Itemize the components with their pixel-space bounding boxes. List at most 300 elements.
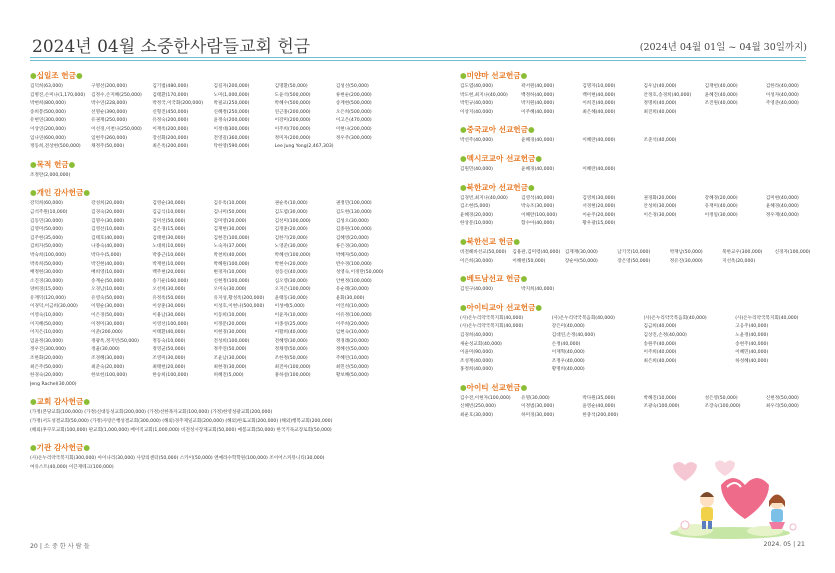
page-title: 2024년 04월 소중한사람들교회 헌금	[32, 37, 311, 57]
donor-entry: 이혜란(40,000)	[582, 166, 616, 172]
donor-entry: 장순아(50,000)	[564, 258, 598, 264]
donor-entry: 윤혜진(40,000)	[704, 92, 738, 98]
donor-entry: 김영선(10,000)	[91, 227, 125, 233]
donor-entry: 나종숙(40,000)	[91, 244, 125, 250]
donor-entry: 정주연(50,000)	[213, 347, 247, 353]
donor-entry: 이지혜(50,000)	[30, 321, 63, 327]
donor-entry: 김원민(40,000)	[460, 166, 493, 172]
donor-entry: 정율(30,000)	[91, 347, 120, 353]
donor-entry: 정동숙(10,000)	[152, 338, 186, 344]
donor-entry: 한충석(200,000)	[582, 413, 619, 419]
donor-entry: 강덕희(60,000)	[30, 201, 63, 207]
donor-entry: 김현진(100,000)	[213, 235, 250, 241]
donor-entry: 이고은(470,000)	[335, 118, 372, 124]
donor-entry: 강성희(20,000)	[91, 201, 125, 207]
donor-entry: 권정민(100,000)	[335, 201, 372, 207]
donor-entry: 이정미(30,000)	[91, 321, 125, 327]
donor-entry: 윤정숙(200,000)	[213, 118, 250, 124]
donor-entry: 김한라(40,000)	[765, 84, 799, 89]
donor-entry: 신현정(50,000)	[765, 395, 799, 401]
footer-left-page-number: 20 | 소 중 한 사 람 들	[30, 543, 90, 550]
donor-entry: 성은영(50,000)	[704, 395, 738, 401]
donor-entry: 장선화(200,000)	[152, 135, 189, 141]
donor-entry: 이주희(20,000)	[335, 321, 369, 327]
donor-entry: 유정숙(200,000)	[152, 118, 189, 124]
donor-entry: 김성선(50,000)	[335, 84, 369, 89]
header-rule	[30, 57, 806, 58]
donor-entry: 임현주(260,000)	[91, 135, 128, 141]
donor-entry: 김연구(40,000)	[460, 287, 493, 293]
donor-entry: 전성희(100,000)	[213, 338, 250, 344]
donor-entry: 조영미(30,000)	[152, 356, 186, 362]
donor-entry: 김미선(50,000)	[152, 218, 186, 224]
donor-entry: 홍정희(40,000)	[460, 367, 493, 373]
donor-entry: 조경혜(30,000)	[91, 356, 125, 362]
donor-entry: 류은경(30,000)	[335, 244, 369, 250]
donor-entry: 조정우(40,000)	[551, 358, 585, 364]
donor-entry: 심오영(30,000)	[274, 278, 308, 284]
offering-section	[460, 70, 825, 117]
section-heading	[460, 382, 825, 393]
donor-entry: 김태호(40,000)	[91, 235, 125, 241]
donor-entry: 김태환(170,000)	[152, 92, 189, 98]
donor-entry: 이준(200,000)	[91, 330, 123, 336]
donor-entry: 이윤자(10,000)	[274, 313, 308, 319]
donor-entry: 허혜진(5,000)	[213, 373, 244, 379]
donor-entry: (사)온누리약국복지회(40,000)	[460, 315, 524, 321]
donor-entry: 김명자(10,000)	[582, 84, 616, 89]
donor-entry: 이희진(40,000)	[582, 101, 616, 107]
donor-entry: 이정일(30,000)	[704, 212, 738, 218]
donor-line: (해외)후쿠모교회(100,000) 판교회(1,000,000) 베이직교회(1,000,000) 비전성시장제교회(50,000) 예봄교회(50,000) 한국기독교장로회(50,000)	[30, 427, 332, 433]
donor-entry: 김경빈,최지나(40,000)	[460, 195, 508, 201]
heading-bullet-icon: ●	[75, 71, 83, 80]
donor-entry: 노미(1,000,000)	[213, 92, 250, 98]
donor-entry: 최진희(40,000)	[643, 109, 677, 115]
donor-entry: 김태헌(30,000)	[152, 235, 186, 241]
donor-lines	[30, 409, 395, 435]
donor-entry: 노숙자(37,000)	[213, 244, 247, 250]
heading-bullet-icon: ●	[520, 382, 528, 392]
donor-entry: 박필교(250,000)	[213, 101, 250, 107]
donor-entry: 정경례(20,000)	[335, 338, 369, 344]
donor-entry: 박민규(40,000)	[460, 101, 493, 107]
donor-entry: 박종근(10,000)	[152, 252, 186, 258]
donor-entry: 김종원(100,000)	[335, 227, 372, 233]
donor-entry: 김한기(20,000)	[274, 235, 308, 241]
donor-entry: 박옥희(50,000)	[30, 261, 63, 267]
donor-entry: 정동희,전상현(500,000)	[30, 144, 81, 150]
heading-bullet-icon: ●	[460, 153, 467, 163]
donor-entry: 이용남(30,000)	[152, 313, 186, 319]
donor-entry: 이은경(30,000)	[643, 212, 677, 218]
donor-entry: 김경숙(20,000)	[91, 209, 125, 215]
donor-entry: 이은희(30,000)	[460, 258, 493, 264]
donor-entry: 임윤정(30,000)	[30, 338, 63, 344]
donor-entry: 최민선(50,000)	[335, 364, 369, 370]
donor-entry: 이순주(20,000)	[582, 212, 616, 218]
donor-entry: 홍하설(100,000)	[274, 373, 311, 379]
donor-line: (가정)본당교회(100,000) (가정)신대동성교회(200,000) (가정)선한목자교회(100,000) (가정)한영성광교회(200,000)	[30, 410, 273, 416]
heading-bullet-icon: ●	[460, 274, 467, 284]
donor-entry: 송계현(500,000)	[335, 101, 372, 107]
donor-entry: 이주혜(40,000)	[521, 109, 555, 115]
donor-entry: 권경화(20,000)	[643, 195, 677, 201]
donor-entry: 한승희(100,000)	[152, 373, 189, 379]
donor-entry: 도윤석(500,000)	[274, 92, 311, 98]
heading-bullet-icon: ●	[513, 236, 520, 246]
donor-entry: 박혜원(100,000)	[213, 261, 250, 267]
heading-bullet-icon: ●	[83, 397, 90, 407]
donor-entry: 유정옥(50,000)	[152, 295, 186, 301]
donor-entry: 김성오(30,000)	[335, 218, 369, 224]
donor-entry: 조진원(40,000)	[704, 101, 738, 107]
donor-entry: (사)온누리약국복지회(40,000)	[735, 315, 799, 321]
donor-entry: 이현나(200,000)	[335, 126, 372, 132]
donor-entry: 이상훈(30,000)	[152, 304, 186, 310]
donor-entry: 양희경(15,000)	[30, 287, 63, 293]
donor-entry: 김길자(200,000)	[213, 84, 250, 89]
section-heading	[30, 187, 395, 198]
heading-bullet-icon: ●	[460, 382, 467, 392]
donor-entry: 박현희(800,000)	[30, 101, 66, 107]
donor-entry: 김도엽(40,000)	[460, 84, 493, 89]
donor-entry: 노영준(30,000)	[274, 244, 308, 250]
donor-entry: 이선경,이천나(250,000)	[91, 126, 142, 132]
donor-entry: 곽서원(40,000)	[521, 84, 555, 89]
donor-grid	[460, 315, 825, 375]
donor-entry: 고응주(40,000)	[735, 324, 769, 330]
donor-grid	[460, 166, 825, 175]
donor-entry: 박혜진(10,000)	[643, 395, 677, 401]
donor-entry: 성동신(40,000)	[274, 270, 308, 276]
donor-entry: 정유진(30,000)	[669, 258, 703, 264]
heading-bullet-icon: ●	[30, 443, 37, 453]
donor-entry: 백미현(40,000)	[582, 92, 616, 98]
donor-entry: 박혜자(50,000)	[335, 252, 369, 258]
donor-entry: 김도엽(30,000)	[274, 209, 308, 215]
offering-section	[30, 187, 395, 389]
heading-bullet-icon: ●	[535, 302, 542, 312]
donor-line: 여유스트(40,000) 이끈재테크(100,000)	[30, 464, 114, 470]
donor-entry: 김재헌(40,000)	[704, 84, 738, 89]
donor-entry: 정혜선(50,000)	[335, 347, 369, 353]
donor-entry: 김금희(40,000)	[643, 324, 677, 330]
donor-entry: 박선주(40,000)	[460, 138, 493, 144]
donor-entry: 김명환(50,000)	[274, 84, 308, 89]
donor-grid	[30, 172, 395, 181]
heading-bullet-icon: ●	[30, 397, 37, 407]
heading-bullet-icon: ●	[520, 274, 528, 284]
donor-entry: 이정범(30,000)	[521, 404, 555, 410]
donor-entry: 북한교우(300,000)	[722, 249, 763, 255]
section-heading	[460, 273, 825, 284]
donor-entry: 최은주(50,000)	[30, 364, 63, 370]
donor-entry: 전영길(360,000)	[213, 135, 250, 141]
donor-grid	[30, 83, 395, 152]
offering-section	[460, 302, 825, 375]
section-title: 북한선교 헌금	[466, 236, 514, 246]
heading-bullet-icon: ●	[83, 443, 90, 453]
donor-entry: 오은희(500,000)	[335, 109, 372, 115]
donor-entry: 최준숙(20,000)	[91, 364, 125, 370]
donor-entry: 김재재(30,000)	[564, 249, 598, 255]
donor-entry: 정우재(40,000)	[765, 212, 799, 218]
donor-entry: 이정문(20,000)	[213, 321, 247, 327]
donor-entry: 송현주(40,000)	[735, 341, 769, 347]
donor-entry: 김영석(40,000)	[521, 195, 555, 201]
donor-entry: 이성호,이현나(500,000)	[213, 304, 265, 310]
donor-entry: 유영숙(50,000)	[91, 295, 125, 301]
donor-entry: 이종성(25,000)	[274, 321, 308, 327]
donor-entry: 이지은(10,000)	[30, 330, 63, 336]
donor-entry: 박혜수(500,000)	[274, 101, 311, 107]
section-title: 중국교아 선교헌금	[466, 125, 528, 135]
donor-entry: 박지희(40,000)	[521, 287, 555, 293]
donor-entry: 김대연,손정(40,000)	[551, 332, 596, 338]
donor-entry: 조윤남(30,000)	[213, 356, 247, 362]
donor-entry: 안현정(100,000)	[335, 278, 372, 284]
donor-entry: 김명수(30,000)	[91, 218, 125, 224]
donor-entry: 선명순(390,000)	[91, 109, 128, 115]
donor-line: (가정)서도성결교회(50,000) (가정)사랑은행성결교회(300,000) (해외)경주제일교회(200,000) (해외)한또교회(200,000) (해외)행복교회(200,000)	[30, 419, 333, 424]
right-column	[460, 70, 825, 428]
donor-entry: 반수경(100,000)	[335, 261, 372, 267]
donor-entry: 김유옥(10,000)	[213, 201, 247, 207]
section-heading	[460, 153, 825, 164]
donor-entry: 윤태동(30,000)	[274, 295, 308, 301]
section-heading	[460, 70, 825, 81]
donor-entry: 한경숙(20,000)	[30, 373, 63, 379]
offering-section	[30, 159, 395, 181]
donor-grid	[30, 200, 395, 389]
donor-entry: 윤혜경(20,000)	[460, 212, 493, 218]
donor-entry: 탁한영(590,000)	[213, 144, 250, 150]
donor-entry: 박재남(50,000)	[669, 249, 703, 255]
donor-entry: 조한화(20,000)	[30, 356, 63, 362]
donor-entry: 김미현(40,000)	[765, 195, 799, 201]
section-heading	[30, 159, 395, 170]
donor-lines	[30, 455, 395, 472]
donor-entry: 유순례(30,000)	[335, 287, 369, 293]
donor-entry: 유권재(250,000)	[91, 118, 128, 124]
section-title: 아이티교아 선교헌금	[466, 302, 536, 312]
donor-grid	[460, 286, 825, 295]
donor-entry: 유재미(40,000)	[704, 204, 738, 210]
donor-entry: 오경남(10,000)	[91, 287, 125, 293]
donor-entry: 조정란(2,000,000)	[30, 172, 71, 178]
donor-entry: 비전헤바선교(50,000)	[460, 249, 507, 255]
donor-entry: 유재덕(120,000)	[30, 295, 66, 301]
section-title: 십일조 헌금	[36, 71, 76, 80]
donor-entry: 하미경(30,000)	[521, 413, 555, 419]
donor-entry: 새순성교회(40,000)	[460, 341, 502, 347]
heading-bullet-icon: ●	[68, 159, 76, 169]
section-title: 베트남선교 헌금	[466, 274, 521, 284]
donor-entry: 이정대(300,000)	[213, 126, 250, 132]
footer-right-page-number: 2024. 05 | 21	[763, 541, 805, 548]
donor-line: (사)온누리약국복지회(300,000) 아이나리(30,000) 사랑의센터(50,000) 스카이(50,000) 엔예라수학학원(100,000) 조이어스커뮤니티(30,000)	[30, 456, 325, 462]
donor-entry: 김상진,손정(40,000)	[643, 332, 687, 338]
offering-section	[460, 124, 825, 146]
donor-entry: 박지원(40,000)	[521, 101, 555, 107]
donor-entry: 최은옥(200,000)	[152, 144, 189, 150]
heading-bullet-icon: ●	[460, 125, 467, 135]
donor-entry: 최우리(50,000)	[765, 404, 799, 410]
donor-entry: 노윤정(40,000)	[735, 332, 769, 338]
donor-entry: 최은혜(40,000)	[582, 109, 616, 115]
donor-entry: 강혜경(20,000)	[704, 195, 738, 201]
heading-bullet-icon: ●	[460, 236, 467, 246]
donor-entry: 이유정(100,000)	[335, 313, 372, 319]
donor-entry: 김나미(50,000)	[213, 209, 247, 215]
donor-entry: 신형진(450,000)	[152, 109, 189, 115]
heading-bullet-icon: ●	[30, 71, 37, 80]
offering-section	[30, 396, 395, 435]
donor-entry: 이혜민(40,000)	[735, 350, 769, 356]
donor-entry: 배희영(10,000)	[91, 270, 125, 276]
donor-entry: 이현경(30,000)	[213, 330, 247, 336]
section-title: 기관 감사헌금	[36, 443, 84, 453]
donor-entry: 조한정(50,000)	[274, 356, 308, 362]
donor-entry: 이재혁(40,000)	[551, 350, 585, 356]
donor-entry: 김정수,손지혜(250,000)	[91, 92, 142, 98]
donor-entry: 김주현(35,000)	[30, 235, 63, 241]
donor-entry: Jeng Rachel(30,000)	[30, 381, 77, 387]
donor-entry: 최현경(30,000)	[213, 364, 247, 370]
heading-bullet-icon: ●	[460, 71, 467, 80]
donor-entry: 김소현(5,000)	[460, 204, 491, 210]
donor-entry: 김영희(30,000)	[582, 195, 616, 201]
donor-entry: 주혜린(10,000)	[335, 356, 369, 362]
donor-entry: 정영균(50,000)	[152, 347, 186, 353]
offering-section	[460, 182, 825, 229]
donor-entry: 신혜빈(250,000)	[460, 404, 496, 410]
donor-entry: 정명희(40,000)	[643, 101, 677, 107]
donor-entry: 박천희(40,000)	[213, 252, 247, 258]
donor-entry: 정미자(200,000)	[274, 135, 311, 141]
offering-section	[460, 273, 825, 295]
offering-section	[460, 236, 825, 266]
donor-entry: 황우광(15,000)	[582, 221, 616, 227]
donor-entry: 채정주(50,000)	[91, 144, 125, 150]
donor-entry: 김기범(480,000)	[152, 84, 189, 89]
donor-entry: 조성계(40,000)	[460, 358, 493, 364]
donor-entry: 오선희(30,000)	[152, 287, 186, 293]
donor-entry: 박수연(228,000)	[91, 101, 128, 107]
donor-entry: 류현순(200,000)	[335, 92, 372, 98]
donor-entry: 정우주(300,000)	[335, 135, 372, 141]
donor-entry: 박다원(35,000)	[582, 395, 616, 401]
left-column	[30, 70, 395, 479]
section-heading	[460, 124, 825, 135]
donor-entry: 이재옥(200,000)	[152, 126, 189, 132]
donor-entry: 한상문(10,000)	[460, 221, 493, 227]
donor-entry: 전혜영(30,000)	[274, 338, 308, 344]
donor-entry: 김선미(100,000)	[274, 218, 311, 224]
donor-entry: 유현연(300,000)	[30, 118, 66, 124]
donor-entry: 정우진(300,000)	[30, 347, 66, 353]
donor-entry: 박현수(20,000)	[274, 261, 308, 267]
donor-entry: 안정호,송경희(40,000)	[643, 92, 692, 98]
offering-section	[460, 153, 825, 175]
donor-entry: 서경현(20,000)	[582, 204, 616, 210]
donor-entry: 이상지(40,000)	[460, 109, 493, 115]
donor-entry: 조광숙(100,000)	[643, 404, 680, 410]
donor-entry: 송원주(40,000)	[643, 341, 677, 347]
donor-entry: 노대희(10,000)	[152, 244, 186, 250]
donor-entry: 정광옥,정지빈(50,000)	[91, 338, 139, 344]
donor-entry: 정채영(50,000)	[274, 347, 308, 353]
donor-entry: 윤혜경(40,000)	[765, 204, 799, 210]
donor-entry: 조준석(40,000)	[643, 138, 677, 144]
offering-section	[30, 442, 395, 472]
donor-grid	[460, 195, 825, 229]
donor-entry: 박숙조(30,000)	[521, 204, 555, 210]
donor-entry: 김정훈(20,000)	[274, 227, 308, 233]
donor-entry: 오지은(100,000)	[274, 287, 311, 293]
donor-entry: 김은경(15,000)	[152, 227, 186, 233]
heading-bullet-icon: ●	[527, 182, 535, 192]
donor-entry: 변경자(10,000)	[213, 270, 247, 276]
donor-entry: 강은미(40,000)	[551, 324, 585, 330]
donor-entry: 금석주원(10,000)	[30, 209, 68, 215]
donor-entry: 권순옥(10,000)	[274, 201, 308, 207]
donor-entry: 김재현(30,000)	[213, 227, 247, 233]
donor-entry: 소진경(30,000)	[30, 278, 63, 284]
donor-entry: 김경희(40,000)	[460, 332, 493, 338]
donor-entry: 김도현(130,000)	[335, 209, 372, 215]
heading-bullet-icon: ●	[460, 302, 467, 312]
donor-entry: 황명희(40,000)	[551, 367, 585, 373]
donor-entry: 임나연(600,000)	[30, 135, 66, 141]
donor-entry: 구명선(200,000)	[91, 84, 128, 89]
donor-entry: 지선옥(20,000)	[722, 258, 756, 264]
donor-entry: 최태헌(20,000)	[152, 364, 186, 370]
heading-bullet-icon: ●	[520, 71, 528, 80]
donor-entry: 이영선(100,000)	[152, 321, 189, 327]
donor-entry: 성영숙,이경란(50,000)	[335, 270, 384, 276]
donor-entry: 이주희(40,000)	[643, 350, 677, 356]
donor-entry: 주영준(40,000)	[765, 101, 799, 107]
donor-entry: 신경자(100,000)	[774, 249, 811, 255]
donor-entry: 김금식(10,000)	[152, 209, 186, 215]
section-title: 교회 감사헌금	[36, 397, 84, 407]
donor-entry: (사)온누리약국복지회(40,000)	[460, 324, 524, 330]
heading-bullet-icon: ●	[30, 188, 37, 198]
heading-bullet-icon: ●	[527, 125, 535, 135]
donor-entry: 김용관,김미령(40,000)	[512, 249, 561, 255]
donor-entry: 송계순(50,000)	[91, 278, 125, 284]
donor-entry: 김미영(20,000)	[213, 218, 247, 224]
donor-entry: 이명순(30,000)	[91, 304, 125, 310]
donor-entry: 백정하(40,000)	[521, 92, 555, 98]
donor-entry: 김혜영(20,000)	[335, 235, 369, 241]
donor-entry: 박다수(5,000)	[91, 252, 122, 258]
donor-entry: 신현정(100,000)	[213, 278, 250, 284]
donor-entry: 황보혜(50,000)	[335, 373, 369, 379]
section-title: 북한교아 선교헌금	[466, 182, 528, 192]
donor-entry: 이영숙(10,000)	[30, 313, 63, 319]
donor-entry: 김병진,손미나(1,170,000)	[30, 92, 86, 98]
donor-entry: 이경덕,이금희(30,000)	[30, 304, 78, 310]
offering-section	[460, 382, 825, 421]
donor-entry: 오미숙(30,000)	[213, 287, 247, 293]
donor-entry: 김동민(30,000)	[30, 218, 63, 224]
donor-entry: 이성자(40,000)	[765, 92, 799, 98]
donor-entry: 이상연(200,000)	[30, 126, 66, 132]
section-title: 목적 헌금	[36, 159, 69, 169]
